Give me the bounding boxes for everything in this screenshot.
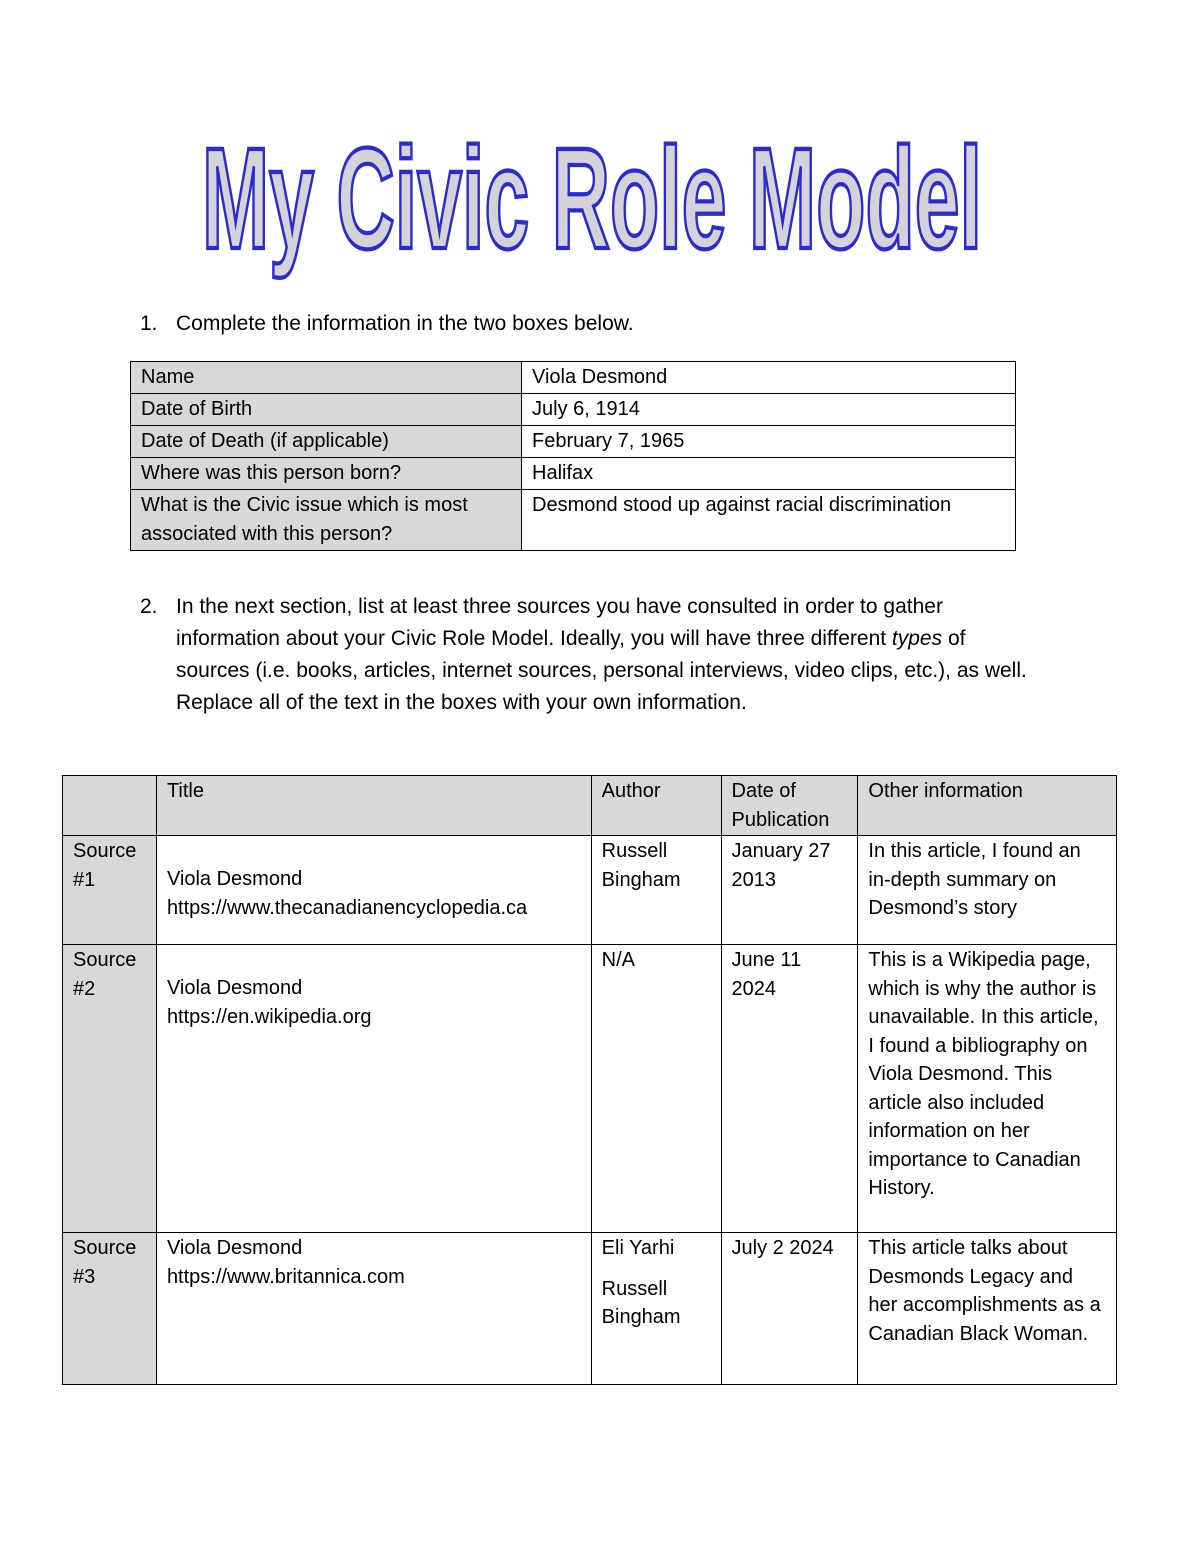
source-url: https://en.wikipedia.org [166,1005,372,1028]
source-other-info[interactable]: This is a Wikipedia page, which is why the author is unavailable. In this article, I found a bibliography on Viola Desmond. This article also included information on her importance to Canadian History. [858,945,1117,1233]
table-row [63,1233,1117,1385]
info-label: Date of Birth [131,394,522,426]
info-table [130,361,1016,551]
instruction-2-number: 2. [140,595,158,618]
table-row [63,836,1117,945]
instruction-1 [140,308,634,340]
column-header: Date of Publication [721,776,858,836]
instruction-1-number: 1. [140,312,158,335]
sources-table [62,775,1117,1385]
table-header-row [63,776,1117,836]
source-other-info[interactable]: This article talks about Desmonds Legacy and her accomplishments as a Canadian Black Woman. [858,1233,1117,1385]
source-url: https://www.britannica.com [166,1265,405,1288]
table-row [63,945,1117,1233]
source-date[interactable]: January 27 2013 [721,836,858,945]
info-value[interactable]: Halifax [522,458,1016,490]
column-header: Author [591,776,721,836]
source-title-cell[interactable] [156,836,591,945]
source-author-cell[interactable] [591,945,721,1233]
source-title: Viola Desmond [166,1237,303,1259]
info-row [131,394,1016,426]
instruction-2 [140,591,1040,714]
info-label: What is the Civic issue which is most associated with this person? [131,490,522,551]
instruction-2-text-part: In the next section, list at least three sources you have consulted in order to gather information about your Civic Role Model. Ideally, you will have three different [176,595,943,650]
source-author-cell[interactable] [591,836,721,945]
info-row [131,426,1016,458]
info-label: Date of Death (if applicable) [131,426,522,458]
source-title-cell[interactable] [156,1233,591,1385]
source-date[interactable]: July 2 2024 [721,1233,858,1385]
source-title: Viola Desmond [166,868,303,890]
page-title [200,130,1000,290]
instruction-2-emphasis: types [891,627,943,650]
source-author-2: Russell Bingham [601,1277,681,1328]
info-row [131,458,1016,490]
source-label: Source #3 [63,1233,157,1385]
info-label: Where was this person born? [131,458,522,490]
info-value[interactable]: July 6, 1914 [522,394,1016,426]
source-url: https://www.thecanadianencyclopedia.ca [166,896,528,919]
source-author: Russell Bingham [601,840,681,891]
info-value[interactable]: Desmond stood up against racial discrimination [522,490,1016,551]
info-row [131,490,1016,551]
source-author: N/A [601,949,635,971]
source-date[interactable]: June 11 2024 [721,945,858,1233]
info-value[interactable]: February 7, 1965 [522,426,1016,458]
instruction-2-text-part: of sources (i.e. books, articles, internet sources, personal interviews, video clips, etc.), as well. Replace all of the text in the boxes with your own information. [176,627,1027,714]
info-label: Name [131,362,522,394]
info-value[interactable]: Viola Desmond [522,362,1016,394]
source-title-cell[interactable] [156,945,591,1233]
instruction-2-text [176,591,1036,719]
source-label: Source #2 [63,945,157,1233]
source-other-info[interactable]: In this article, I found an in-depth summary on Desmond’s story [858,836,1117,945]
source-author: Eli Yarhi [601,1237,675,1259]
title-text: My Civic Role Model [202,130,983,279]
instruction-1-text: Complete the information in the two boxes below. [176,312,634,335]
column-header [63,776,157,836]
info-row [131,362,1016,394]
source-author-cell[interactable] [591,1233,721,1385]
source-label: Source #1 [63,836,157,945]
column-header: Other information [858,776,1117,836]
source-title: Viola Desmond [166,977,303,999]
column-header: Title [156,776,591,836]
